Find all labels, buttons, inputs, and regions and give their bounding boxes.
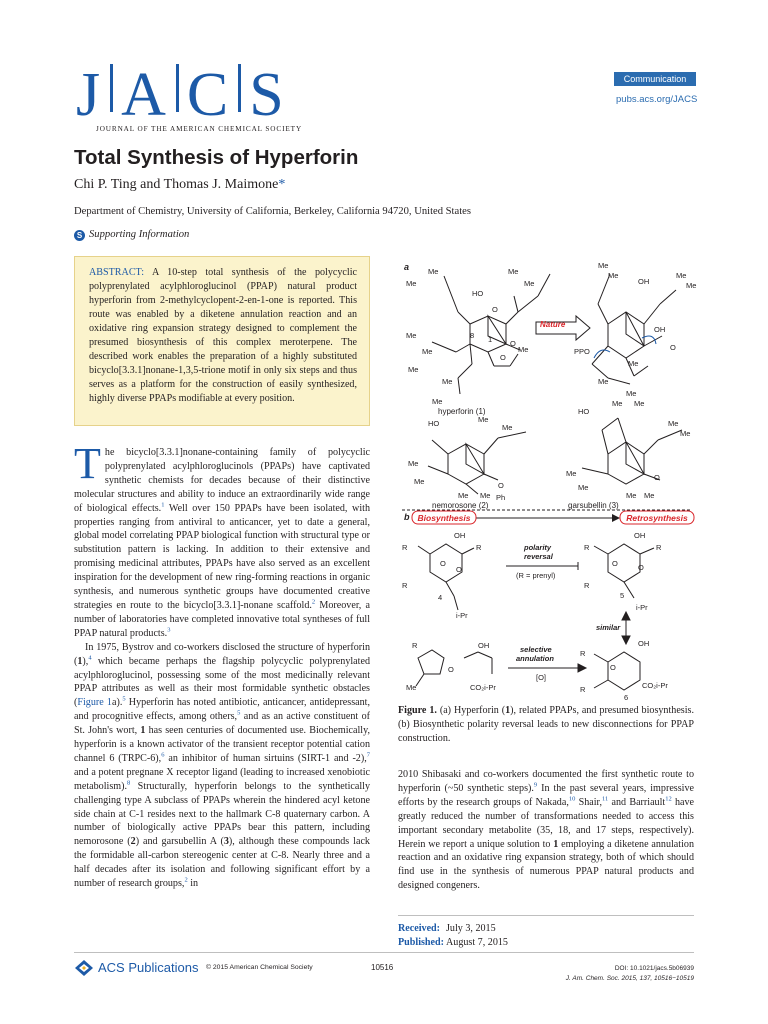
ref-link[interactable]: 11 [602,795,609,803]
svg-text:PPO: PPO [574,347,590,356]
supporting-info-icon[interactable]: S [74,230,85,241]
abstract-text [89,266,357,406]
journal-url-link[interactable]: pubs.acs.org/JACS [616,94,698,105]
acs-publications-logo-icon [74,959,94,977]
paragraph-intro: The bicyclo[3.3.1]nonane-containing family of polycyclic polyprenylated acylphloroglucinols (PPAPs) have captivated synthetic chemists for decades because of their distinctive molecular structures and ability to induce an extraordinarily wide range of biological effects.$^1$ Well over 150 PPAPs have been isolated, with properties ranging from antiviral to anticancer, yet to date a general, global model correlating PPAP biological function with structural type or substitution pattern is lacking. In addition to their extensive and promising medicinal attributes, PPAPs have also served as an excellent inspiration for the development of new ring-forming reactions in organic synthesis, and numerous synthetic groups have documented creative strategies en route to the bicyclo[3.3.1]-nonane scaffold.$^2$ Moreover, a number of laboratories have completed innovative total syntheses of full PPAP natural products.$^3$ [74,439,371,639]
svg-text:Me: Me [432,397,443,406]
article-title: Total Synthesis of Hyperforin [74,146,359,169]
doi-link[interactable]: DOI: 10.1021/jacs.5b06939 [614,965,694,972]
svg-text:O: O [610,663,616,672]
svg-text:5: 5 [620,591,625,600]
acs-publications-link[interactable]: ACS Publications [98,960,199,975]
svg-text:Me: Me [626,389,637,398]
svg-text:O: O [654,473,660,482]
figure-caption-heading: Figure 1. [398,705,437,716]
svg-text:1: 1 [488,335,493,344]
svg-text:annulation: annulation [516,654,554,663]
svg-text:Me: Me [644,491,655,500]
copyright: © 2015 American Chemical Society [206,964,313,971]
svg-text:Me: Me [598,261,609,270]
ref-link[interactable]: 12 [665,795,672,803]
svg-text:Me: Me [408,365,419,374]
received-label: Received: [398,923,441,934]
r-prenyl-note: (R = prenyl) [516,571,556,580]
similar-label: similar [596,623,621,632]
svg-text:O: O [498,481,504,490]
footer-divider [74,952,694,953]
biosynthesis-label: Biosynthesis [417,513,471,523]
svg-text:R: R [580,649,586,658]
ref-link[interactable]: 10 [568,795,576,803]
svg-text:Me: Me [406,279,417,288]
svg-text:O: O [510,339,516,348]
ref-link[interactable]: 4 [88,654,92,662]
ref-link[interactable]: 1 [161,501,165,509]
svg-text:R: R [584,543,590,552]
figure-1-graphic [398,254,697,702]
abstract-body: A 10-step total synthesis of the polycyclic polyprenylated acylphloroglucinol (PPAP) natural product hyperforin from 2-methylcyclopent-2-en-1-one is reported. This route was enabled by a diketene annulation reaction and an oxidative ring expansion strategy designed to complement the presumed biosynthesis of this complex meroterpene. The described work enables the preparation of a highly substituted bicyclo[3.3.1]nonane-1,3,5-trione motif in only six steps and thus serves as a platform for the construction of easily synthesized, highly diverse PPAPs modifiable at every position. [89,267,357,404]
svg-text:OH: OH [638,639,650,648]
svg-text:Me: Me [480,491,491,500]
ref-link[interactable]: 5 [237,709,241,717]
ref-link[interactable]: 2 [311,598,316,606]
body-right-column [398,768,694,893]
svg-text:Me: Me [406,331,417,340]
svg-text:polarity: polarity [524,543,552,552]
received-date: July 3, 2015 [446,923,496,934]
svg-text:Me: Me [458,491,469,500]
ref-link[interactable]: 3 [167,626,171,634]
author-names: Chi P. Ting and Thomas J. Maimone [74,177,279,192]
ref-link[interactable]: 8 [126,779,131,787]
svg-text:R: R [402,581,408,590]
svg-text:OH: OH [638,277,650,286]
figure-caption: Figure 1. (a) Hyperforin (1), related PPAPs, and presumed biosynthesis. (b) Biosynthetic polarity reversal leads to new disconnections for PPAP construction. [398,705,694,744]
body-left-column [74,439,371,891]
svg-text:R: R [402,543,408,552]
svg-text:OH: OH [454,531,466,540]
figure-link[interactable]: Figure 1 [77,697,112,709]
svg-text:Me: Me [608,271,619,280]
svg-text:O: O [492,305,498,314]
svg-text:R: R [412,641,418,650]
divider [398,915,694,916]
corresponding-author-mark[interactable]: * [278,177,286,192]
publication-dates [398,922,508,950]
svg-text:Me: Me [442,377,453,386]
ref-link[interactable]: 9 [533,781,538,789]
svg-text:i-Pr: i-Pr [636,603,648,612]
svg-text:R: R [656,543,662,552]
svg-text:Me: Me [566,469,577,478]
figure-1 [398,254,697,702]
svg-text:Me: Me [478,415,489,424]
doi-citation [520,964,694,984]
panel-a-label: a [404,262,410,272]
svg-text:O: O [440,559,446,568]
published-date: August 7, 2015 [446,937,508,948]
svg-text:OH: OH [478,641,490,650]
svg-text:HO: HO [578,407,590,416]
svg-text:Me: Me [408,459,419,468]
panel-b-label: b [404,512,410,522]
svg-text:O: O [456,565,462,574]
svg-text:Me: Me [422,347,433,356]
svg-text:8: 8 [470,331,475,340]
svg-text:Me: Me [668,419,679,428]
svg-text:Me: Me [502,423,513,432]
svg-text:HO: HO [428,419,440,428]
hyperforin-label: hyperforin (1) [438,407,486,416]
svg-text:O: O [448,665,454,674]
svg-text:Me: Me [414,477,425,486]
svg-text:4: 4 [438,593,443,602]
svg-text:R: R [580,685,586,694]
svg-text:CO₂i-Pr: CO₂i-Pr [470,683,496,692]
svg-text:reversal: reversal [524,552,553,561]
journal-logo: J A C S [76,61,286,129]
abstract-heading: ABSTRACT: [89,267,145,278]
svg-text:R: R [476,543,482,552]
ref-link[interactable]: 5 [122,695,126,703]
svg-text:O: O [612,559,618,568]
ref-link[interactable]: 7 [366,751,370,759]
ref-link[interactable]: 2 [184,876,188,884]
svg-text:Ph: Ph [496,493,506,502]
svg-text:HO: HO [472,289,484,298]
svg-text:Me: Me [524,279,535,288]
retrosynthesis-label: Retrosynthesis [626,513,688,523]
svg-text:O: O [638,563,644,572]
nemorosone-label: nemorosone (2) [432,501,489,510]
journal-citation: J. Am. Chem. Soc. 2015, 137, 10516−10519 [565,975,694,982]
svg-text:Me: Me [634,399,645,408]
svg-text:Me: Me [676,271,687,280]
svg-text:Me: Me [578,483,589,492]
svg-text:O: O [500,353,506,362]
svg-text:Me: Me [518,345,529,354]
nature-arrow-label: Nature [540,320,566,329]
paragraph-prior-work: 2010 Shibasaki and co-workers documented the first synthetic route to hyperforin (~50 synthetic steps).$^9$ In the past several years, impressive efforts by the research groups of Nakada,$^{10}$ Shair,$^{11}$ and Barriault$^{12}$ have greatly reduced the number of transformations needed to access this important secondary metabolite (35, 18, and 17 steps, respectively). Herein we report a unique solution to 1 employing a diketene annulation reaction and an oxidative ring expansion strategy, both of which should find use in the synthesis of numerous PPAP natural products and designed congeners. [398,769,695,892]
svg-text:Me: Me [626,491,637,500]
svg-text:Me: Me [508,267,519,276]
journal-name: JOURNAL OF THE AMERICAN CHEMICAL SOCIETY [96,125,303,133]
oxidant-label: [O] [536,673,547,682]
ref-link[interactable]: 6 [161,751,165,759]
drop-cap: T [74,439,101,488]
garsubellin-label: garsubellin (3) [568,501,619,510]
svg-text:R: R [584,581,590,590]
abstract-box [74,256,370,426]
svg-text:6: 6 [624,693,629,702]
svg-text:OH: OH [634,531,646,540]
svg-text:selective: selective [520,645,552,654]
svg-text:CO₂i-Pr: CO₂i-Pr [642,681,668,690]
published-label: Published: [398,937,444,948]
svg-text:OH: OH [654,325,666,334]
svg-text:O: O [670,343,676,352]
supporting-info-link[interactable]: Supporting Information [89,229,190,240]
svg-text:Me: Me [686,281,697,290]
svg-text:Me: Me [612,399,623,408]
svg-text:Me: Me [428,267,439,276]
affiliation: Department of Chemistry, University of California, Berkeley, California 94720, United States [74,206,471,217]
svg-text:Me: Me [680,429,691,438]
svg-text:i-Pr: i-Pr [456,611,468,620]
svg-text:Me: Me [628,359,639,368]
article-type-badge: Communication [614,72,696,86]
svg-text:Me: Me [598,377,609,386]
svg-text:Me: Me [406,683,417,692]
paragraph-hyperforin: In 1975, Bystrov and co-workers disclosed the structure of hyperforin (1),$^4$ which became perhaps the flagship polycyclic polyprenylated acylphloroglucinol, possessing some of the most medicinally relevant PPAP attributes as well as their most formidable synthetic obstacles (Figure 1a).$^5$ Hyperforin has noted antibiotic, anticancer, antidepressant, and procognitive effects, among others,$^5$ and as an active constituent of St. John's wort, 1 has seen centuries of documented use. Biochemically, hyperforin is a known activator of the transient receptor potential cation channel 6 (TRPC-6),$^6$ an inhibitor of human sirtuins (SIRT-1 and -2),$^7$ and a potent pregnane X receptor ligand (leading to increased xenobiotic metabolism).$^8$ Structurally, hyperforin belongs to the synthetically challenging type A subclass of PPAPs wherein the hindered acyl ketone side chain at C-1 resides next to the hallmark C-8 quaternary carbon. A number of biologically active PPAPs bear this pattern, including nemorosone (2) and garsubellin A (3), although these compounds lack the formidable all-carbon stereogenic center at C-8. Nearly three and a half decades after its isolation and following significant effort by a number of research groups,$^2$ in [74,641,370,890]
page-number: 10516 [371,963,394,972]
author-list [74,177,285,193]
